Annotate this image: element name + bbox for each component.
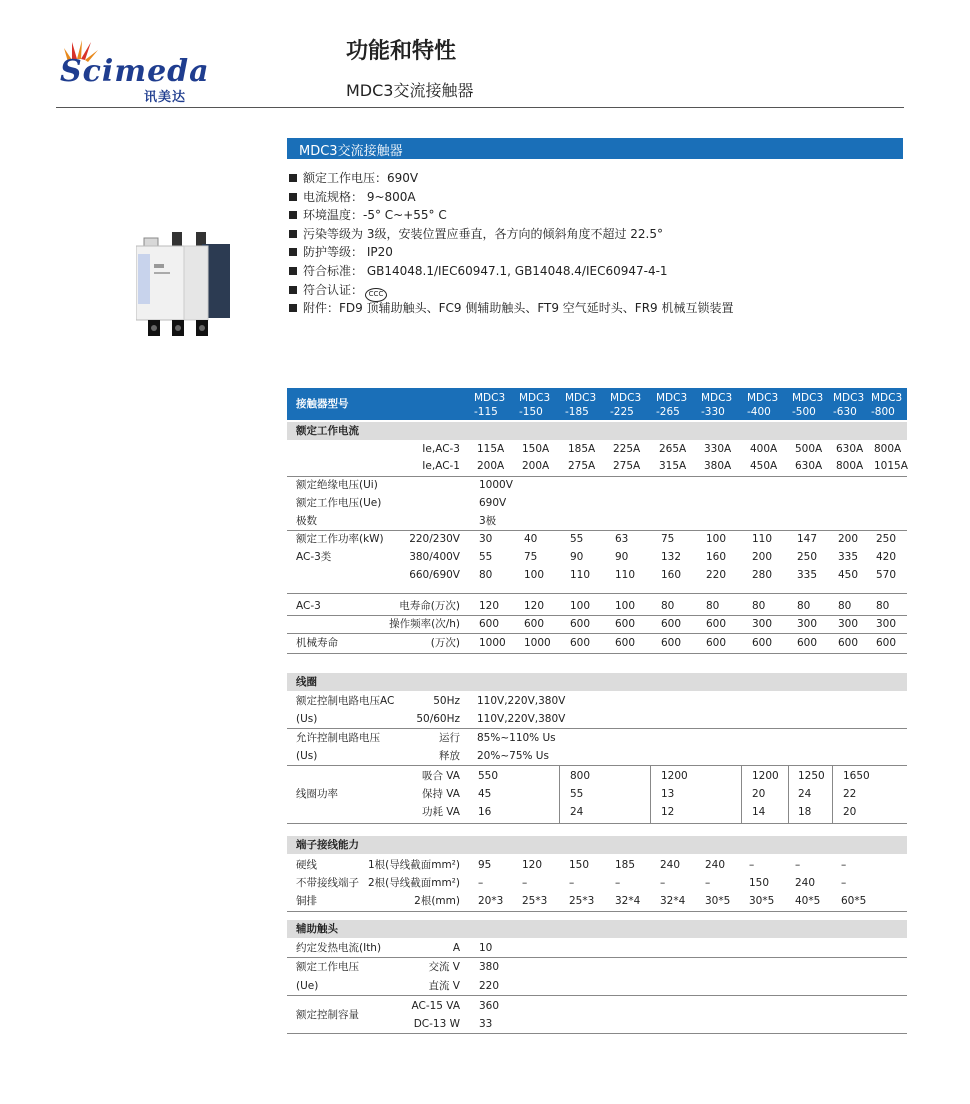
- value-cell: –: [705, 877, 711, 889]
- power-row: [287, 566, 907, 584]
- row-label: 线圈功率: [296, 788, 338, 800]
- value-cell: 55: [570, 788, 584, 800]
- bullet-square-icon: [289, 286, 297, 294]
- coil-power-hold-row: [287, 785, 907, 803]
- value-cell: 600: [570, 618, 591, 630]
- value-cell: 300: [876, 618, 897, 630]
- value-cell: –: [795, 859, 801, 871]
- row-label: 2根(mm): [414, 895, 460, 907]
- table-divider: [287, 1033, 907, 1034]
- value-cell: 600: [706, 618, 727, 630]
- value-cell: 20: [752, 788, 766, 800]
- row-label: 铜排: [296, 895, 317, 907]
- allowed-run-row: [287, 729, 907, 747]
- value-cell: 420: [876, 551, 897, 563]
- value-cell: 24: [570, 806, 584, 818]
- row-label: DC-13 W: [413, 1018, 460, 1030]
- section-band-label: 辅助触头: [296, 923, 338, 935]
- value-cell: 160: [706, 551, 727, 563]
- value-cell: –: [749, 859, 755, 871]
- value-cell: 14: [752, 806, 766, 818]
- terminal-row: [287, 874, 907, 892]
- voltage-label: 220/230V: [409, 533, 460, 545]
- power-row: [287, 548, 907, 566]
- aux-ith-row: [287, 939, 907, 957]
- value-cell: 95: [478, 859, 492, 871]
- model-suffix: -185: [565, 406, 589, 418]
- value-cell: 132: [661, 551, 682, 563]
- value-cell: –: [841, 859, 847, 871]
- bullet-square-icon: [289, 304, 297, 312]
- value-cell: 80: [752, 600, 766, 612]
- mechanical-life-row: [287, 634, 907, 652]
- poles-row: [287, 512, 907, 530]
- row-label: 保持 VA: [421, 788, 460, 800]
- row-label: 50Hz: [433, 695, 460, 707]
- value-cell: 450: [838, 569, 859, 581]
- value-cell: 45: [478, 788, 492, 800]
- row-label: 1根(导线截面mm²): [367, 859, 460, 871]
- table-divider: [287, 593, 907, 594]
- model-suffix: -400: [747, 406, 771, 418]
- feature-item: 电流规格： 9~800A: [289, 188, 734, 207]
- model-name: MDC3: [833, 392, 865, 404]
- row-label: 50/60Hz: [416, 713, 460, 725]
- value-cell: 600: [752, 637, 773, 649]
- row-label: 额定工作电压: [296, 961, 359, 973]
- section-band-label: 端子接线能力: [296, 839, 359, 851]
- table-divider: [287, 911, 907, 912]
- value-cell: 450A: [750, 460, 778, 472]
- row-label: 不带接线端子: [296, 877, 359, 889]
- value-cell: 1650: [843, 770, 870, 782]
- terminal-row: [287, 892, 907, 910]
- row-label: Ie,AC-3: [422, 443, 460, 455]
- value-cell: 600: [876, 637, 897, 649]
- value-cell: –: [615, 877, 621, 889]
- row-label: 直流 V: [428, 980, 460, 992]
- terminal-row: [287, 856, 907, 874]
- value-cell: 570: [876, 569, 897, 581]
- row-label: AC-3: [296, 600, 321, 612]
- model-suffix: -500: [792, 406, 816, 418]
- value-cell: 18: [798, 806, 812, 818]
- bullet-square-icon: [289, 267, 297, 275]
- value-cell: 55: [479, 551, 493, 563]
- row-label: (Us): [296, 750, 318, 762]
- value-cell: 800A: [836, 460, 864, 472]
- value-cell: 30: [479, 533, 493, 545]
- table-header: [287, 388, 907, 420]
- aux-ac-row: [287, 958, 907, 976]
- value-cell: 360: [479, 1000, 500, 1012]
- row-label: 释放: [439, 750, 460, 762]
- model-name: MDC3: [792, 392, 824, 404]
- control-voltage-5060hz-row: [287, 710, 907, 728]
- value-cell: 300: [752, 618, 773, 630]
- model-suffix: -330: [701, 406, 725, 418]
- value-cell: 1000: [479, 637, 506, 649]
- page-title: 功能和特性: [346, 39, 457, 64]
- row-label: AC-3类: [296, 551, 332, 563]
- value-cell: 12: [661, 806, 675, 818]
- row-label: (Us): [296, 713, 318, 725]
- value-cell: 240: [795, 877, 816, 889]
- bullet-square-icon: [289, 211, 297, 219]
- aux-dc13-row: [287, 1015, 907, 1033]
- row-label: Ie,AC-1: [422, 460, 460, 472]
- row-label: 硬线: [296, 859, 317, 871]
- value-cell: 60*5: [841, 895, 867, 907]
- row-label: 约定发热电流(Ith): [296, 942, 382, 954]
- ccc-cert-icon: CCC: [365, 288, 387, 302]
- value-cell: 63: [615, 533, 629, 545]
- row-label: 机械寿命: [296, 637, 338, 649]
- value-cell: 220: [479, 980, 500, 992]
- feature-item: 符合标准： GB14048.1/IEC60947.1, GB14048.4/IEC60947-4-1: [289, 262, 734, 281]
- model-suffix: -225: [610, 406, 634, 418]
- row-label: 吸合 VA: [421, 770, 460, 782]
- value-cell: 25*3: [569, 895, 595, 907]
- table-divider: [287, 823, 907, 824]
- table-column-divider: [650, 765, 651, 823]
- value-cell: 380: [479, 961, 500, 973]
- value-cell: 20: [843, 806, 857, 818]
- value-cell: 600: [479, 618, 500, 630]
- header-label: 接触器型号: [296, 398, 349, 410]
- model-suffix: -265: [656, 406, 680, 418]
- value-cell: –: [478, 877, 484, 889]
- operating-voltage-row: [287, 494, 907, 512]
- feature-item: 环境温度：-5° C~+55° C: [289, 206, 734, 225]
- value-cell: 185: [615, 859, 636, 871]
- row-label: 交流 V: [428, 961, 460, 973]
- power-row: [287, 530, 907, 548]
- row-label: (万次): [430, 637, 460, 649]
- row-label: 运行: [439, 732, 460, 744]
- value-cell: 40*5: [795, 895, 821, 907]
- value-cell: 100: [706, 533, 727, 545]
- value-cell: –: [569, 877, 575, 889]
- allowed-release-row: [287, 747, 907, 765]
- feature-item: 附件：FD9 顶辅助触头、FC9 侧辅助触头、FT9 空气延时头、FR9 机械互锁装置: [289, 299, 734, 318]
- value-cell: 400A: [750, 443, 778, 455]
- value-cell: 315A: [659, 460, 687, 472]
- value-cell: 16: [478, 806, 492, 818]
- value-cell: 24: [798, 788, 812, 800]
- value-cell: 75: [524, 551, 538, 563]
- voltage-label: 660/690V: [409, 569, 460, 581]
- model-name: MDC3: [656, 392, 688, 404]
- value-cell: 150A: [522, 443, 550, 455]
- value-cell: 110: [615, 569, 636, 581]
- value-cell: 150: [569, 859, 590, 871]
- value-cell: 75: [661, 533, 675, 545]
- table-divider: [287, 995, 907, 996]
- model-name: MDC3: [519, 392, 551, 404]
- section-title-bar: MDC3交流接触器: [287, 138, 903, 159]
- value-cell: 147: [797, 533, 818, 545]
- value-cell: 300: [797, 618, 818, 630]
- model-suffix: -630: [833, 406, 857, 418]
- value-cell: 80: [661, 600, 675, 612]
- value-cell: 280: [752, 569, 773, 581]
- rated-current-ac1-row: [287, 457, 907, 475]
- feature-item: 污染等级为 3级，安装位置应垂直，各方向的倾斜角度不超过 22.5°: [289, 225, 734, 244]
- table-divider: [287, 765, 907, 766]
- model-name: MDC3: [565, 392, 597, 404]
- value-cell: 110: [570, 569, 591, 581]
- value-cell: 80: [479, 569, 493, 581]
- value-cell: 240: [705, 859, 726, 871]
- logo-chinese-name: 讯美达: [144, 90, 187, 105]
- value-cell: 32*4: [660, 895, 686, 907]
- coil-power-loss-row: [287, 803, 907, 821]
- value-cell: 330A: [704, 443, 732, 455]
- value-cell: 600: [615, 637, 636, 649]
- value-cell: –: [841, 877, 847, 889]
- model-name: MDC3: [871, 392, 903, 404]
- row-label: 电寿命(万次): [399, 600, 460, 612]
- voltage-label: 380/400V: [409, 551, 460, 563]
- value-cell: 33: [479, 1018, 493, 1030]
- value-cell: 120: [479, 600, 500, 612]
- logo-wordmark: Scimeda: [60, 54, 210, 89]
- contactor-product-image: [136, 224, 240, 338]
- value-cell: 200: [838, 533, 859, 545]
- value-cell: 630A: [836, 443, 864, 455]
- section-band-label: 线圈: [296, 676, 317, 688]
- feature-list: [289, 169, 734, 318]
- row-label: 操作频率(次/h): [389, 618, 460, 630]
- value-cell: 90: [615, 551, 629, 563]
- model-name: MDC3: [747, 392, 779, 404]
- value-cell: 600: [661, 637, 682, 649]
- model-name: MDC3: [701, 392, 733, 404]
- table-section-band: [287, 673, 907, 691]
- model-name: MDC3: [474, 392, 506, 404]
- value-cell: 85%~110% Us: [477, 732, 556, 744]
- table-column-divider: [741, 765, 742, 823]
- value-cell: 200: [752, 551, 773, 563]
- value-cell: 32*4: [615, 895, 641, 907]
- row-label: 额定控制容量: [296, 1009, 359, 1021]
- value-cell: 30*5: [749, 895, 775, 907]
- electrical-life-row: [287, 597, 907, 615]
- value-cell: 110V,220V,380V: [477, 713, 566, 725]
- value-cell: 80: [797, 600, 811, 612]
- value-cell: 110: [752, 533, 773, 545]
- feature-item: 符合认证： CCC: [289, 281, 734, 300]
- table-column-divider: [788, 765, 789, 823]
- table-section-band: [287, 920, 907, 938]
- row-label: 额定工作电压(Ue): [296, 497, 382, 509]
- table-section-band: [287, 836, 907, 854]
- value-cell: 1000V: [479, 479, 513, 491]
- row-label: 额定工作功率(kW): [296, 533, 384, 545]
- table-section-band: [287, 422, 907, 440]
- value-cell: 110V,220V,380V: [477, 695, 566, 707]
- header-divider: [56, 107, 904, 108]
- insulation-voltage-row: [287, 476, 907, 494]
- row-label: 2根(导线截面mm²): [367, 877, 460, 889]
- value-cell: 80: [706, 600, 720, 612]
- value-cell: 800A: [874, 443, 902, 455]
- value-cell: 80: [838, 600, 852, 612]
- value-cell: 600: [661, 618, 682, 630]
- value-cell: 1015A: [874, 460, 908, 472]
- model-name: MDC3: [610, 392, 642, 404]
- bullet-square-icon: [289, 174, 297, 182]
- value-cell: 335: [797, 569, 818, 581]
- model-suffix: -800: [871, 406, 895, 418]
- value-cell: 240: [660, 859, 681, 871]
- feature-item: 防护等级： IP20: [289, 243, 734, 262]
- value-cell: 30*5: [705, 895, 731, 907]
- control-voltage-50hz-row: [287, 692, 907, 710]
- brand-logo: [60, 34, 210, 104]
- page-subtitle: MDC3交流接触器: [346, 81, 474, 100]
- value-cell: 225A: [613, 443, 641, 455]
- value-cell: 55: [570, 533, 584, 545]
- value-cell: 220: [706, 569, 727, 581]
- row-label: 额定绝缘电压(Ui): [296, 479, 378, 491]
- value-cell: 380A: [704, 460, 732, 472]
- operating-frequency-row: [287, 615, 907, 633]
- value-cell: 550: [478, 770, 499, 782]
- row-label: 允许控制电路电压: [296, 732, 380, 744]
- value-cell: 265A: [659, 443, 687, 455]
- section-band-label: 额定工作电流: [296, 425, 359, 437]
- value-cell: 90: [570, 551, 584, 563]
- value-cell: 22: [843, 788, 857, 800]
- row-label: 额定控制电路电压AC: [296, 695, 395, 707]
- value-cell: 335: [838, 551, 859, 563]
- value-cell: 13: [661, 788, 675, 800]
- value-cell: 120: [522, 859, 543, 871]
- value-cell: 200A: [477, 460, 505, 472]
- row-label: A: [452, 942, 460, 954]
- value-cell: 1000: [524, 637, 551, 649]
- value-cell: 1250: [798, 770, 825, 782]
- value-cell: 600: [615, 618, 636, 630]
- aux-dc-row: [287, 977, 907, 995]
- model-suffix: -115: [474, 406, 498, 418]
- rated-current-ac3-row: [287, 440, 907, 458]
- value-cell: 600: [524, 618, 545, 630]
- bullet-square-icon: [289, 193, 297, 201]
- value-cell: 185A: [568, 443, 596, 455]
- value-cell: 250: [876, 533, 897, 545]
- row-label: (Ue): [296, 980, 319, 992]
- value-cell: 120: [524, 600, 545, 612]
- value-cell: 80: [876, 600, 890, 612]
- table-column-divider: [559, 765, 560, 823]
- value-cell: 275A: [568, 460, 596, 472]
- value-cell: 600: [570, 637, 591, 649]
- value-cell: 600: [838, 637, 859, 649]
- row-label: 功耗 VA: [421, 806, 460, 818]
- value-cell: 20%~75% Us: [477, 750, 549, 762]
- value-cell: 1200: [752, 770, 779, 782]
- value-cell: 250: [797, 551, 818, 563]
- value-cell: 690V: [479, 497, 507, 509]
- value-cell: 3极: [479, 515, 497, 527]
- value-cell: 630A: [795, 460, 823, 472]
- bullet-square-icon: [289, 248, 297, 256]
- value-cell: 275A: [613, 460, 641, 472]
- feature-item: 额定工作电压：690V: [289, 169, 734, 188]
- row-label: AC-15 VA: [411, 1000, 460, 1012]
- row-label: 极数: [296, 515, 317, 527]
- value-cell: 25*3: [522, 895, 548, 907]
- value-cell: 150: [749, 877, 770, 889]
- value-cell: 600: [797, 637, 818, 649]
- value-cell: 600: [706, 637, 727, 649]
- value-cell: 100: [615, 600, 636, 612]
- model-suffix: -150: [519, 406, 543, 418]
- bullet-square-icon: [289, 230, 297, 238]
- value-cell: –: [522, 877, 528, 889]
- value-cell: 800: [570, 770, 591, 782]
- value-cell: 300: [838, 618, 859, 630]
- value-cell: 10: [479, 942, 493, 954]
- value-cell: –: [660, 877, 666, 889]
- table-column-divider: [832, 765, 833, 823]
- table-divider: [287, 653, 907, 654]
- coil-power-pickup-row: [287, 767, 907, 785]
- value-cell: 200A: [522, 460, 550, 472]
- value-cell: 115A: [477, 443, 505, 455]
- value-cell: 1200: [661, 770, 688, 782]
- value-cell: 20*3: [478, 895, 504, 907]
- value-cell: 100: [570, 600, 591, 612]
- value-cell: 160: [661, 569, 682, 581]
- value-cell: 100: [524, 569, 545, 581]
- value-cell: 40: [524, 533, 538, 545]
- value-cell: 500A: [795, 443, 823, 455]
